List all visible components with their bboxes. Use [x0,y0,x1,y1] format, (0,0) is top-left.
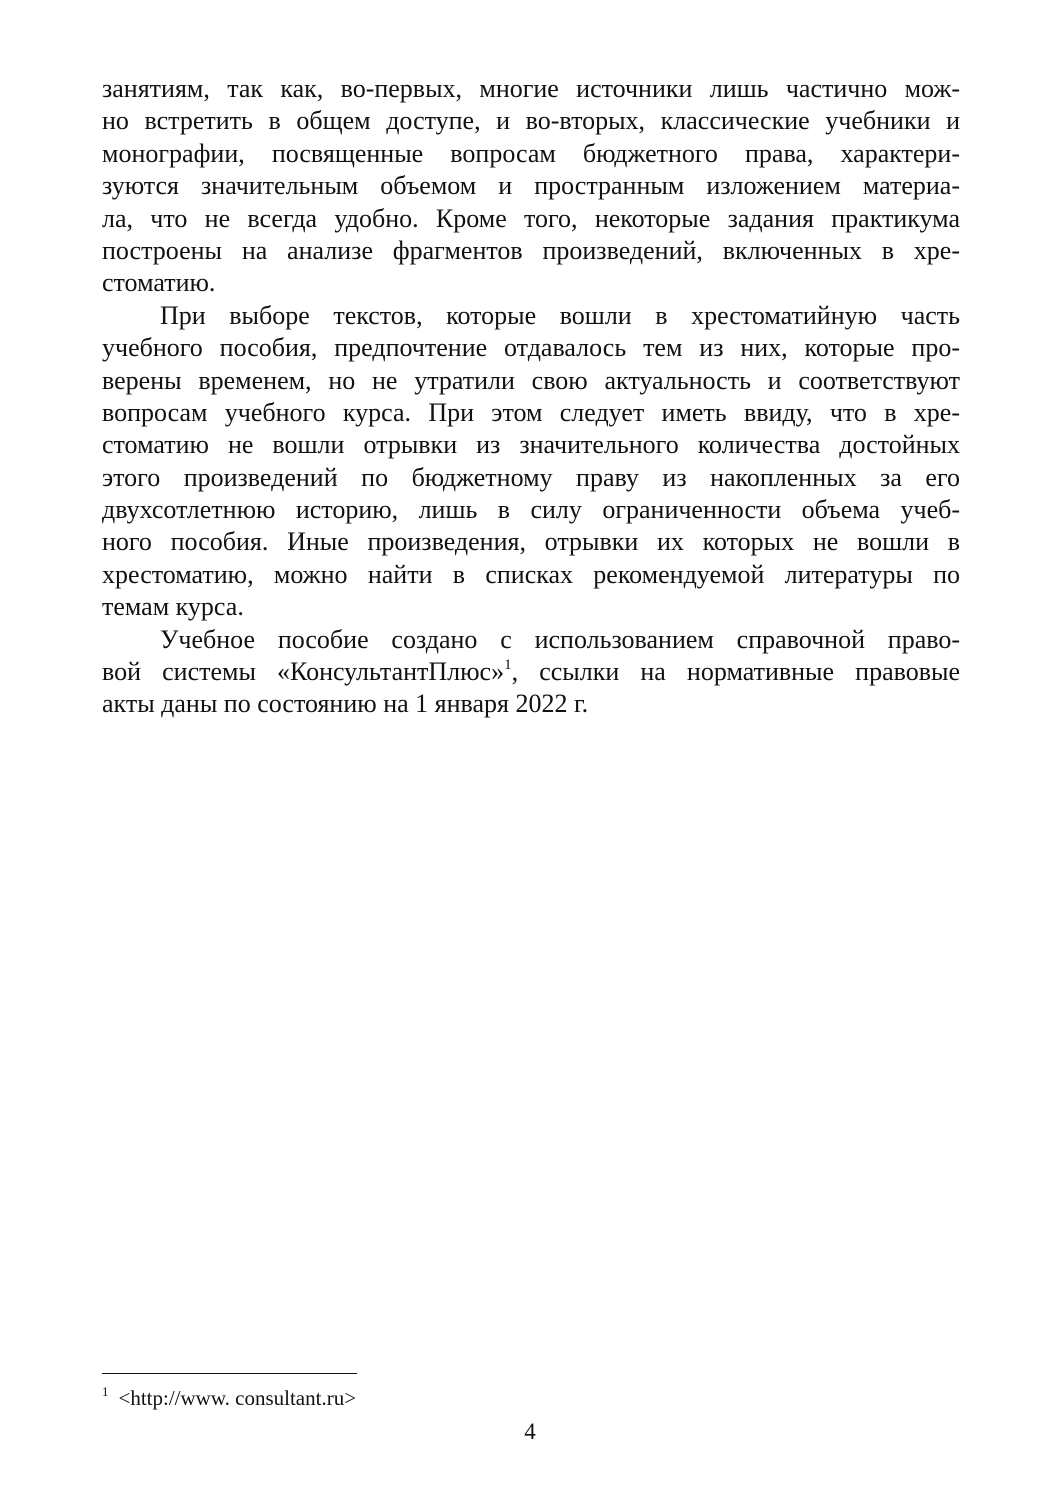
text-line: учебного пособия, предпочтение отдавалось тем из них, которые про- [102,333,960,363]
text-line: хрестоматию, можно найти в списках рекомендуемой литературы по [102,559,960,589]
text-line: вопросам учебного курса. При этом следует иметь ввиду, что в хре- [102,397,960,427]
text-fragment: , ссылки на нормативные правовые [511,657,961,687]
text-fragment: вой системы «КонсультантПлюс» [102,657,505,687]
text-line-with-footnote [102,656,960,688]
text-line: занятиям, так как, во-первых, многие источники лишь частично мож- [102,74,960,103]
text-line: стоматию не вошли отрывки из значительного количества достойных [102,430,960,460]
text-line: ного пособия. Иные произведения, отрывки их которых не вошли в [102,527,960,557]
page-number: 4 [524,1419,536,1444]
text-line: верены временем, но не утратили свою актуальность и соответствуют [102,365,960,395]
paragraph-2 [102,300,960,624]
text-line: темам курса. [102,592,244,622]
body-text [102,73,960,721]
text-line: но встретить в общем доступе, и во-вторых, классические учебники и [102,106,960,136]
footnote-marker: 1 [102,1384,109,1399]
footnote-text: <http://www. consultant.ru> [118,1386,357,1410]
footnote-separator [102,1373,357,1374]
text-line: стоматию. [102,268,216,298]
text-line: При выборе текстов, которые вошли в хрестоматийную часть [160,300,960,330]
footnote-reference[interactable]: 1 [504,657,512,674]
text-line: акты даны по состоянию на 1 января 2022 г. [102,689,589,719]
paragraph-1 [102,73,960,300]
footnote [102,1384,356,1412]
text-line: зуются значительным объемом и пространным изложением материа- [102,171,960,201]
paragraph-3 [102,624,960,721]
text-line: монографии, посвященные вопросам бюджетного права, характери- [102,138,960,168]
text-line: Учебное пособие создано с использованием справочной право- [160,624,960,654]
text-line: ла, что не всегда удобно. Кроме того, некоторые задания практикума [102,203,960,233]
text-line: построены на анализе фрагментов произведений, включенных в хре- [102,235,960,265]
text-line: двухсотлетнюю историю, лишь в силу ограниченности объема учеб- [102,495,960,525]
text-line: этого произведений по бюджетному праву из накопленных за его [102,462,960,492]
